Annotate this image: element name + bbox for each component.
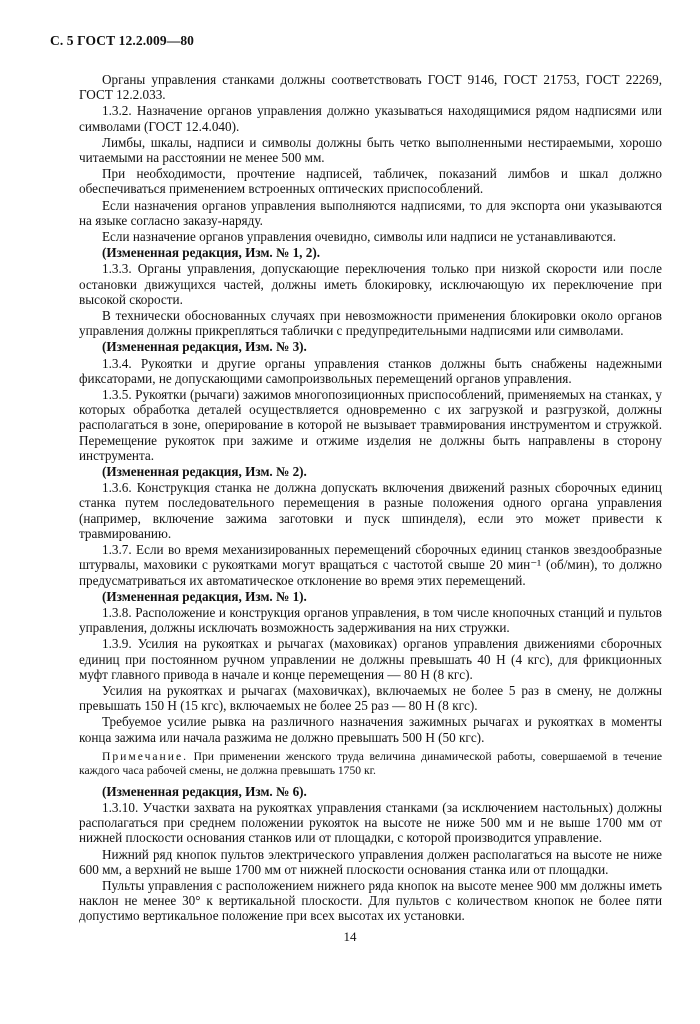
paragraph: 1.3.9. Усилия на рукоятках и рычагах (маховиках) органов управления движениями сборочных единиц при постоянном ручном управлении не должны превышать 40 Н (4 кгс), для фрикционных муфт главного привода в начале и конце перемещения — 80 Н (8 кгс).: [79, 636, 662, 682]
note-label: Примечание.: [102, 749, 188, 763]
note-text: При применении женского труда величина динамической работы, совершаемой в течение каждого часа рабочей смены, не должна превышать 1750 кг.: [79, 749, 662, 777]
paragraph: 1.3.3. Органы управления, допускающие переключения только при низкой скорости или после остановки движущихся частей, должны иметь блокировку, исключающую их переключение при высокой скорости.: [79, 261, 662, 307]
amendment-note: (Измененная редакция, Изм. № 6).: [102, 783, 307, 799]
paragraph: Если назначение органов управления очевидно, символы или надписи не устанавливаются.: [102, 229, 617, 245]
paragraph: Усилия на рукоятках и рычагах (маховичках), включаемых не более 5 раз в смену, не должны превышать 150 Н (15 кгс), включаемых не более 25 раз — 80 Н (8 кгс).: [79, 682, 662, 714]
amendment-note: (Измененная редакция, Изм. № 1, 2).: [102, 245, 321, 261]
paragraph: Требуемое усилие рывка на различного назначения зажимных рычагах и рукоятках в моменты конца зажима или начала разжима не должно превышать 500 Н (50 кгс).: [79, 714, 662, 745]
page-header: С. 5 ГОСТ 12.2.009—80: [50, 33, 195, 48]
paragraph: 1.3.10. Участки захвата на рукоятках управления станками (за исключением настольных) должны располагаться при среднем положении рукояток на высоте не ниже 500 мм и не выше 1700 мм от нижней плоскости основания станков или от площадки, с которой производится управление.: [79, 799, 662, 846]
paragraph: Лимбы, шкалы, надписи и символы должны быть четко выполненными нестираемыми, хорошо читаемыми на расстоянии не менее 500 мм.: [79, 134, 662, 166]
amendment-note: (Измененная редакция, Изм. № 3).: [102, 339, 307, 355]
paragraph: 1.3.7. Если во время механизированных перемещений сборочных единиц станков звездообразные штурвалы, маховики с рукоятками могут вращаться с частотой свыше 20 мин⁻¹ (об/мин), то должно предусматриваться их автоматическое отклонение во время этих перемещений.: [79, 542, 662, 588]
paragraph: 1.3.8. Расположение и конструкция органов управления, в том числе кнопочных станций и пультов управления, должны исключать возможность задерживания на них стружки.: [79, 604, 662, 636]
page-number: 14: [343, 929, 357, 944]
note-paragraph: [79, 750, 662, 778]
paragraph: 1.3.4. Рукоятки и другие органы управления станков должны быть снабжены надежными фиксаторами, не допускающими самопроизвольных перемещений органов управления.: [79, 355, 662, 386]
paragraph: 1.3.5. Рукоятки (рычаги) зажимов многопозиционных приспособлений, применяемых на станках, у которых обработка деталей осуществляется одновременно с их загрузкой и разгрузкой, должны располагаться в зоне, оперирование в которой не вызывает травмирования инструментом и стружкой. Перемещение рукояток при зажиме и отжиме изделия не должны быть направлены в сторону инструмента.: [79, 387, 662, 463]
amendment-note: (Измененная редакция, Изм. № 1).: [102, 588, 307, 604]
paragraph: В технически обоснованных случаях при невозможности применения блокировки около органов управления должны прикрепляться таблички с предупредительными надписями или символами.: [79, 308, 662, 339]
paragraph: Пульты управления с расположением нижнего ряда кнопок на высоте менее 900 мм должны иметь наклон не менее 30° к вертикальной плоскости. Для пультов с количеством кнопок не более пяти допустимо вертикальное положение при всех высотах их установки.: [79, 877, 662, 924]
paragraph: Нижний ряд кнопок пультов электрического управления должен располагаться на высоте не ниже 600 мм, а верхний не выше 1700 мм от нижней плоскости основания станка или от площадки.: [79, 846, 662, 877]
paragraph: Если назначения органов управления выполняются надписями, то для экспорта они указываются на языке согласно заказу-наряду.: [79, 197, 662, 228]
amendment-note: (Измененная редакция, Изм. № 2).: [102, 464, 307, 480]
paragraph: Органы управления станками должны соответствовать ГОСТ 9146, ГОСТ 21753, ГОСТ 22269, ГОСТ 12.2.033.: [79, 72, 662, 103]
paragraph: 1.3.2. Назначение органов управления должно указываться находящимися рядом надписями или символами (ГОСТ 12.4.040).: [79, 103, 662, 134]
document-body: [79, 72, 662, 925]
paragraph: При необходимости, прочтение надписей, табличек, показаний лимбов и шкал должно обеспечиваться применением встроенных оптических приспособлений.: [79, 166, 662, 197]
paragraph: 1.3.6. Конструкция станка не должна допускать включения движений разных сборочных единиц станка путем последовательного перемещения в разные положения одного органа управления (например, включение зажима заготовки и пуск шпинделя), если это может привести к травмированию.: [79, 480, 662, 541]
